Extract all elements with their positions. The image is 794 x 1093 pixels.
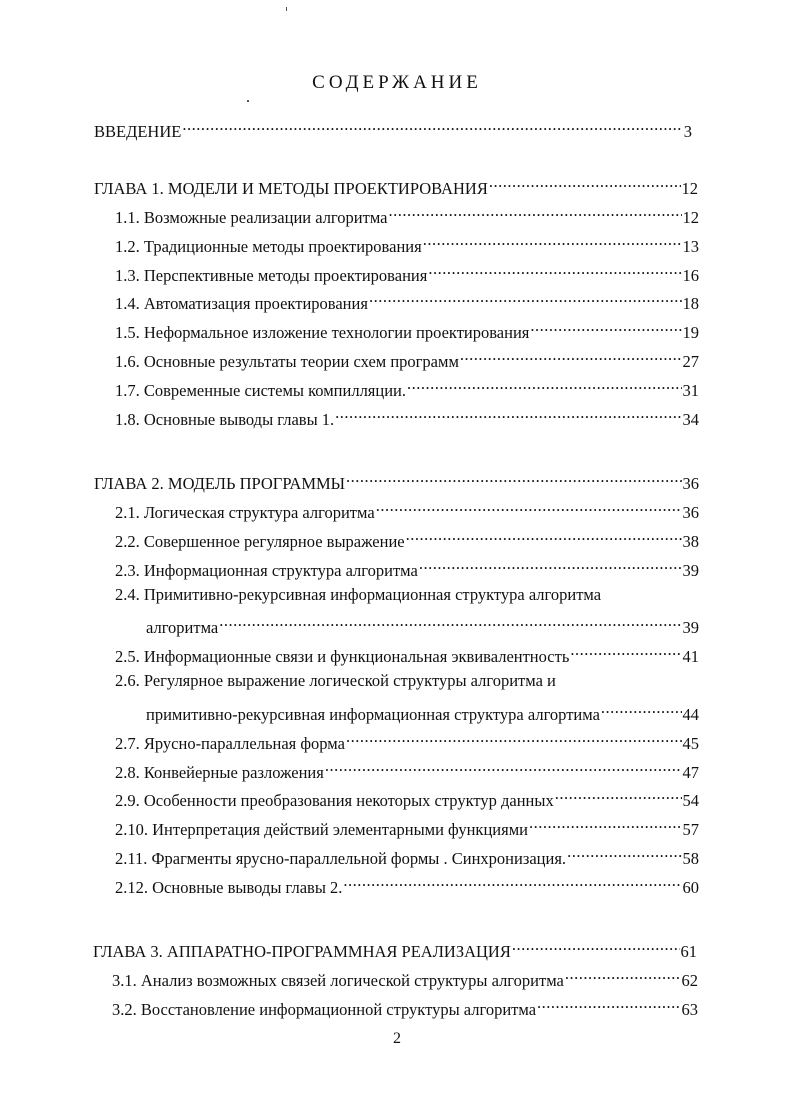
toc-page-number: 12 [682, 208, 699, 227]
toc-section [115, 318, 699, 340]
toc-section [115, 815, 699, 837]
leader-dots [529, 815, 682, 835]
toc-page-number: 41 [682, 647, 699, 666]
toc-page-number: 39 [682, 561, 699, 580]
leader-dots [182, 117, 682, 137]
toc-entry-intro [94, 117, 692, 139]
page-number: 2 [393, 1030, 401, 1047]
toc-page-number: 61 [680, 942, 697, 961]
toc-page-number: 16 [682, 266, 699, 285]
toc-section [112, 995, 698, 1017]
toc-chapter-3 [93, 937, 697, 959]
leader-dots [219, 613, 681, 633]
toc-page-number: 36 [682, 503, 699, 522]
toc-chapter-2 [94, 469, 699, 491]
leader-dots [346, 729, 682, 749]
toc-entry-label: 1.5. Неформальное изложение технологии проектирования [115, 323, 530, 342]
scan-speck [286, 7, 287, 11]
toc-entry-label: 2.3. Информационная структура алгоритма [115, 561, 418, 580]
toc-section [115, 203, 699, 225]
toc-entry-label: 2.9. Особенности преобразования некоторых структур данных [115, 791, 554, 810]
toc-section [115, 405, 699, 427]
toc-page-number: 62 [681, 971, 698, 990]
toc-entry-label: ГЛАВА 1. МОДЕЛИ И МЕТОДЫ ПРОЕКТИРОВАНИЯ [94, 179, 488, 198]
toc-page-number: 45 [682, 734, 699, 753]
toc-entry-label: 2.5. Информационные связи и функциональная эквивалентность [115, 647, 570, 666]
leader-dots [567, 844, 681, 864]
toc-page-number: 47 [682, 763, 699, 782]
toc-page-number: 54 [682, 791, 699, 810]
toc-entry-label: 2.8. Конвейерные разложения [115, 763, 324, 782]
toc-section [146, 700, 699, 722]
toc-page-number: 44 [682, 705, 699, 724]
leader-dots [376, 498, 682, 518]
toc-section [115, 873, 699, 895]
toc-page-number: 3 [683, 122, 692, 141]
toc-page-number: 63 [681, 1000, 698, 1019]
toc-entry-label: 1.6. Основные результаты теории схем программ [115, 352, 459, 371]
leader-dots [423, 232, 682, 252]
leader-dots [601, 700, 682, 720]
leader-dots [460, 347, 682, 367]
toc-entry-label: 1.1. Возможные реализации алгоритма [115, 208, 388, 227]
toc-section [115, 758, 699, 780]
toc-page-number: 38 [682, 532, 699, 551]
toc-page-number: 34 [682, 410, 699, 429]
toc-entry-label: 2.2. Совершенное регулярное выражение [115, 532, 405, 551]
toc-entry-label: 1.7. Современные системы компилляции. [115, 381, 407, 400]
toc-entry-label: 2.11. Фрагменты ярусно-параллельной формы . Синхронизация. [115, 849, 567, 868]
toc-page-number: 19 [682, 323, 699, 342]
toc-entry-label: примитивно-рекурсивная информационная структура алгортима [146, 705, 600, 724]
leader-dots [346, 469, 681, 489]
toc-entry-label: ВВЕДЕНИЕ [94, 122, 182, 141]
toc-section [115, 844, 699, 866]
leader-dots [570, 642, 681, 662]
leader-dots [325, 758, 682, 778]
toc-section [115, 347, 699, 369]
toc-entry-label: 1.2. Традиционные методы проектирования [115, 237, 422, 256]
leader-dots [419, 556, 682, 576]
leader-dots [406, 527, 682, 547]
toc-section [115, 261, 699, 283]
leader-dots [555, 786, 682, 806]
toc-section [112, 966, 698, 988]
leader-dots [369, 289, 682, 309]
toc-page-number: 57 [682, 820, 699, 839]
toc-entry-label: 1.8. Основные выводы главы 1. [115, 410, 335, 429]
toc-entry-label: ГЛАВА 2. МОДЕЛЬ ПРОГРАММЫ [94, 474, 346, 493]
toc-section [115, 556, 699, 578]
toc-entry-label: 3.2. Восстановление информационной структуры алгоритма [112, 1000, 537, 1019]
toc-page-number: 18 [682, 294, 699, 313]
toc-section [115, 527, 699, 549]
leader-dots [512, 937, 680, 957]
leader-dots [489, 174, 681, 194]
toc-entry-label: 2.10. Интерпретация действий элементарными функциями [115, 820, 528, 839]
toc-page-number: 13 [682, 237, 699, 256]
leader-dots [565, 966, 681, 986]
leader-dots [343, 873, 681, 893]
toc-page-number: 60 [682, 878, 699, 897]
leader-dots [530, 318, 681, 338]
toc-section [115, 376, 699, 398]
toc-section [115, 232, 699, 254]
toc-page-number: 12 [681, 179, 698, 198]
toc-entry-label: 1.3. Перспективные методы проектирования [115, 266, 428, 285]
toc-chapter-1 [94, 174, 698, 196]
toc-section-label-line1: 2.4. Примитивно-рекурсивная информационная структура алгоритма [115, 585, 602, 604]
leader-dots [388, 203, 681, 223]
leader-dots [335, 405, 681, 425]
toc-page-number: 31 [682, 381, 699, 400]
toc-section [115, 786, 699, 808]
leader-dots [407, 376, 681, 396]
toc-section [115, 642, 699, 664]
toc-section-label-line1: 2.6. Регулярное выражение логической структуры алгоритма и [115, 671, 556, 690]
leader-dots [428, 261, 681, 281]
page-title: СОДЕРЖАНИЕ [312, 72, 482, 93]
toc-entry-label: 2.1. Логическая структура алгоритма [115, 503, 375, 522]
toc-page-number: 58 [682, 849, 699, 868]
toc-entry-label: ГЛАВА 3. АППАРАТНО-ПРОГРАММНАЯ РЕАЛИЗАЦИЯ [93, 942, 511, 961]
toc-entry-label: 2.7. Ярусно-параллельная форма [115, 734, 345, 753]
toc-page-number: 27 [682, 352, 699, 371]
scan-speck [247, 100, 249, 102]
toc-entry-label: 3.1. Анализ возможных связей логической структуры алгоритма [112, 971, 564, 990]
toc-entry-label: алгоритма [146, 618, 219, 637]
toc-entry-label: 2.12. Основные выводы главы 2. [115, 878, 343, 897]
toc-page-number: 36 [682, 474, 699, 493]
leader-dots [537, 995, 680, 1015]
toc-section [115, 729, 699, 751]
toc-page-number: 39 [682, 618, 699, 637]
toc-entry-label: 1.4. Автоматизация проектирования [115, 294, 368, 313]
toc-section [115, 289, 699, 311]
toc-section [146, 613, 699, 635]
toc-section [115, 498, 699, 520]
